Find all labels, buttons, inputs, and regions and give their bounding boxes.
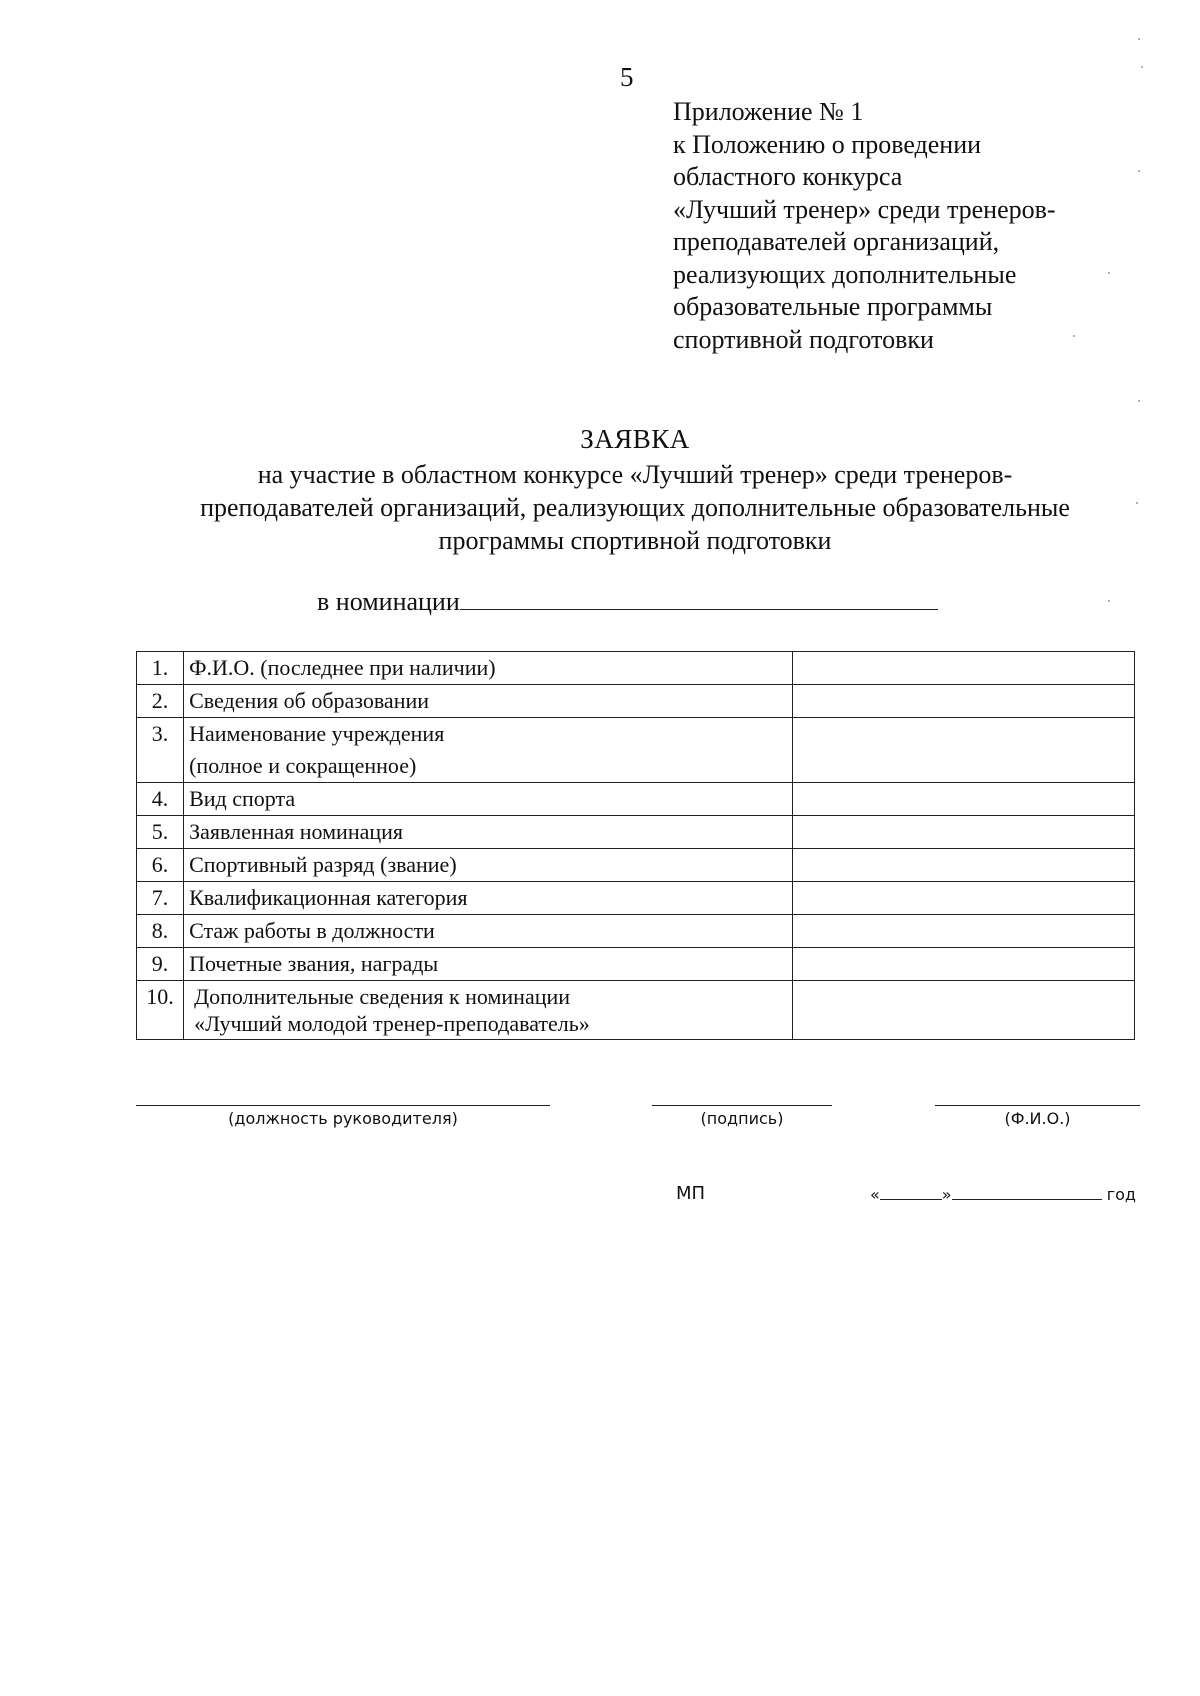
row-label-line: Заявленная номинация	[189, 819, 404, 844]
row-number: 9.	[137, 948, 184, 981]
row-label	[184, 882, 793, 915]
appendix-line: преподавателей организаций,	[673, 227, 1000, 256]
year-label: год	[1106, 1185, 1136, 1204]
appendix-line: «Лучший тренер» среди тренеров-	[673, 194, 1056, 224]
position-caption: (должность руководителя)	[228, 1109, 458, 1128]
position-signature-line[interactable]	[136, 1105, 550, 1106]
appendix-line: спортивной подготовки	[673, 324, 934, 354]
row-label	[184, 849, 793, 882]
date-close-quote: »	[941, 1185, 952, 1204]
row-value-cell[interactable]	[793, 948, 1135, 981]
row-label-line: Спортивный разряд (звание)	[189, 852, 457, 877]
date-line	[870, 1185, 1136, 1204]
row-number: 2.	[137, 685, 184, 718]
scan-speck	[1138, 400, 1140, 402]
nomination-row	[317, 585, 938, 617]
row-number: 3.	[137, 718, 184, 783]
row-value-cell[interactable]	[793, 981, 1135, 1040]
stamp-label: МП	[676, 1183, 706, 1204]
table-row	[137, 948, 1135, 981]
row-number: 6.	[137, 849, 184, 882]
document-title: ЗАЯВКА	[580, 424, 690, 454]
row-label	[184, 981, 793, 1040]
row-value-cell[interactable]	[793, 718, 1135, 783]
scan-speck	[1138, 38, 1140, 40]
nomination-blank-field[interactable]	[460, 585, 938, 610]
row-label-line: Стаж работы в должности	[189, 918, 435, 943]
row-label-line: Квалификационная категория	[189, 885, 468, 910]
row-value-cell[interactable]	[793, 685, 1135, 718]
row-label	[184, 915, 793, 948]
row-label	[184, 948, 793, 981]
row-value-cell[interactable]	[793, 652, 1135, 685]
scan-speck	[1136, 502, 1138, 504]
row-label	[184, 685, 793, 718]
subtitle-line: программы спортивной подготовки	[438, 526, 832, 555]
row-label-line: (полное и сокращенное)	[189, 753, 417, 778]
table-row	[137, 783, 1135, 816]
row-label-line: Наименование учреждения	[189, 721, 445, 746]
date-open-quote: «	[870, 1185, 880, 1204]
table-row	[137, 915, 1135, 948]
row-label-line: Дополнительные сведения к номинации	[194, 984, 571, 1009]
subtitle-line: на участие в областном конкурсе «Лучший тренер» среди тренеров-	[257, 460, 1013, 489]
application-form-table	[136, 651, 1135, 1040]
row-value-cell[interactable]	[793, 915, 1135, 948]
row-label	[184, 718, 793, 783]
row-label-line: Ф.И.О. (последнее при наличии)	[189, 655, 496, 680]
name-caption: (Ф.И.О.)	[1004, 1109, 1071, 1128]
subtitle-line: преподавателей организаций, реализующих дополнительные образовательные	[200, 493, 1070, 522]
row-label	[184, 652, 793, 685]
scan-speck	[1108, 272, 1110, 274]
row-label-line: Вид спорта	[189, 786, 296, 811]
row-number: 4.	[137, 783, 184, 816]
row-label	[184, 783, 793, 816]
scan-speck	[1138, 170, 1140, 172]
row-number: 7.	[137, 882, 184, 915]
row-value-cell[interactable]	[793, 849, 1135, 882]
appendix-line: реализующих дополнительные	[673, 259, 1017, 289]
table-row	[137, 652, 1135, 685]
table-row	[137, 816, 1135, 849]
appendix-line: областного конкурса	[673, 162, 903, 191]
scan-speck	[1108, 600, 1110, 602]
page-number: 5	[620, 62, 634, 92]
nomination-label: в номинации	[317, 587, 460, 616]
month-blank-field[interactable]	[952, 1185, 1102, 1200]
row-value-cell[interactable]	[793, 783, 1135, 816]
table-row	[137, 849, 1135, 882]
row-label-line: Почетные звания, награды	[189, 951, 439, 976]
appendix-header	[673, 96, 1056, 356]
row-label-line: «Лучший молодой тренер-преподаватель»	[194, 1011, 590, 1036]
row-number: 5.	[137, 816, 184, 849]
table-row	[137, 981, 1135, 1040]
row-number: 1.	[137, 652, 184, 685]
signature-caption: (подпись)	[700, 1109, 784, 1128]
row-label	[184, 816, 793, 849]
row-number: 8.	[137, 915, 184, 948]
table-row	[137, 882, 1135, 915]
scan-speck	[1141, 66, 1143, 68]
name-signature-line[interactable]	[935, 1105, 1140, 1106]
appendix-line: образовательные программы	[673, 292, 993, 321]
appendix-line: Приложение № 1	[673, 97, 864, 126]
signature-line[interactable]	[652, 1105, 832, 1106]
table-row	[137, 718, 1135, 783]
scan-speck	[1073, 335, 1075, 337]
table-row	[137, 685, 1135, 718]
row-value-cell[interactable]	[793, 816, 1135, 849]
row-label-line: Сведения об образовании	[189, 688, 430, 713]
row-number: 10.	[137, 981, 184, 1040]
day-blank-field[interactable]	[880, 1185, 942, 1200]
appendix-line: к Положению о проведении	[673, 129, 982, 159]
document-subtitle	[0, 458, 1200, 557]
row-value-cell[interactable]	[793, 882, 1135, 915]
